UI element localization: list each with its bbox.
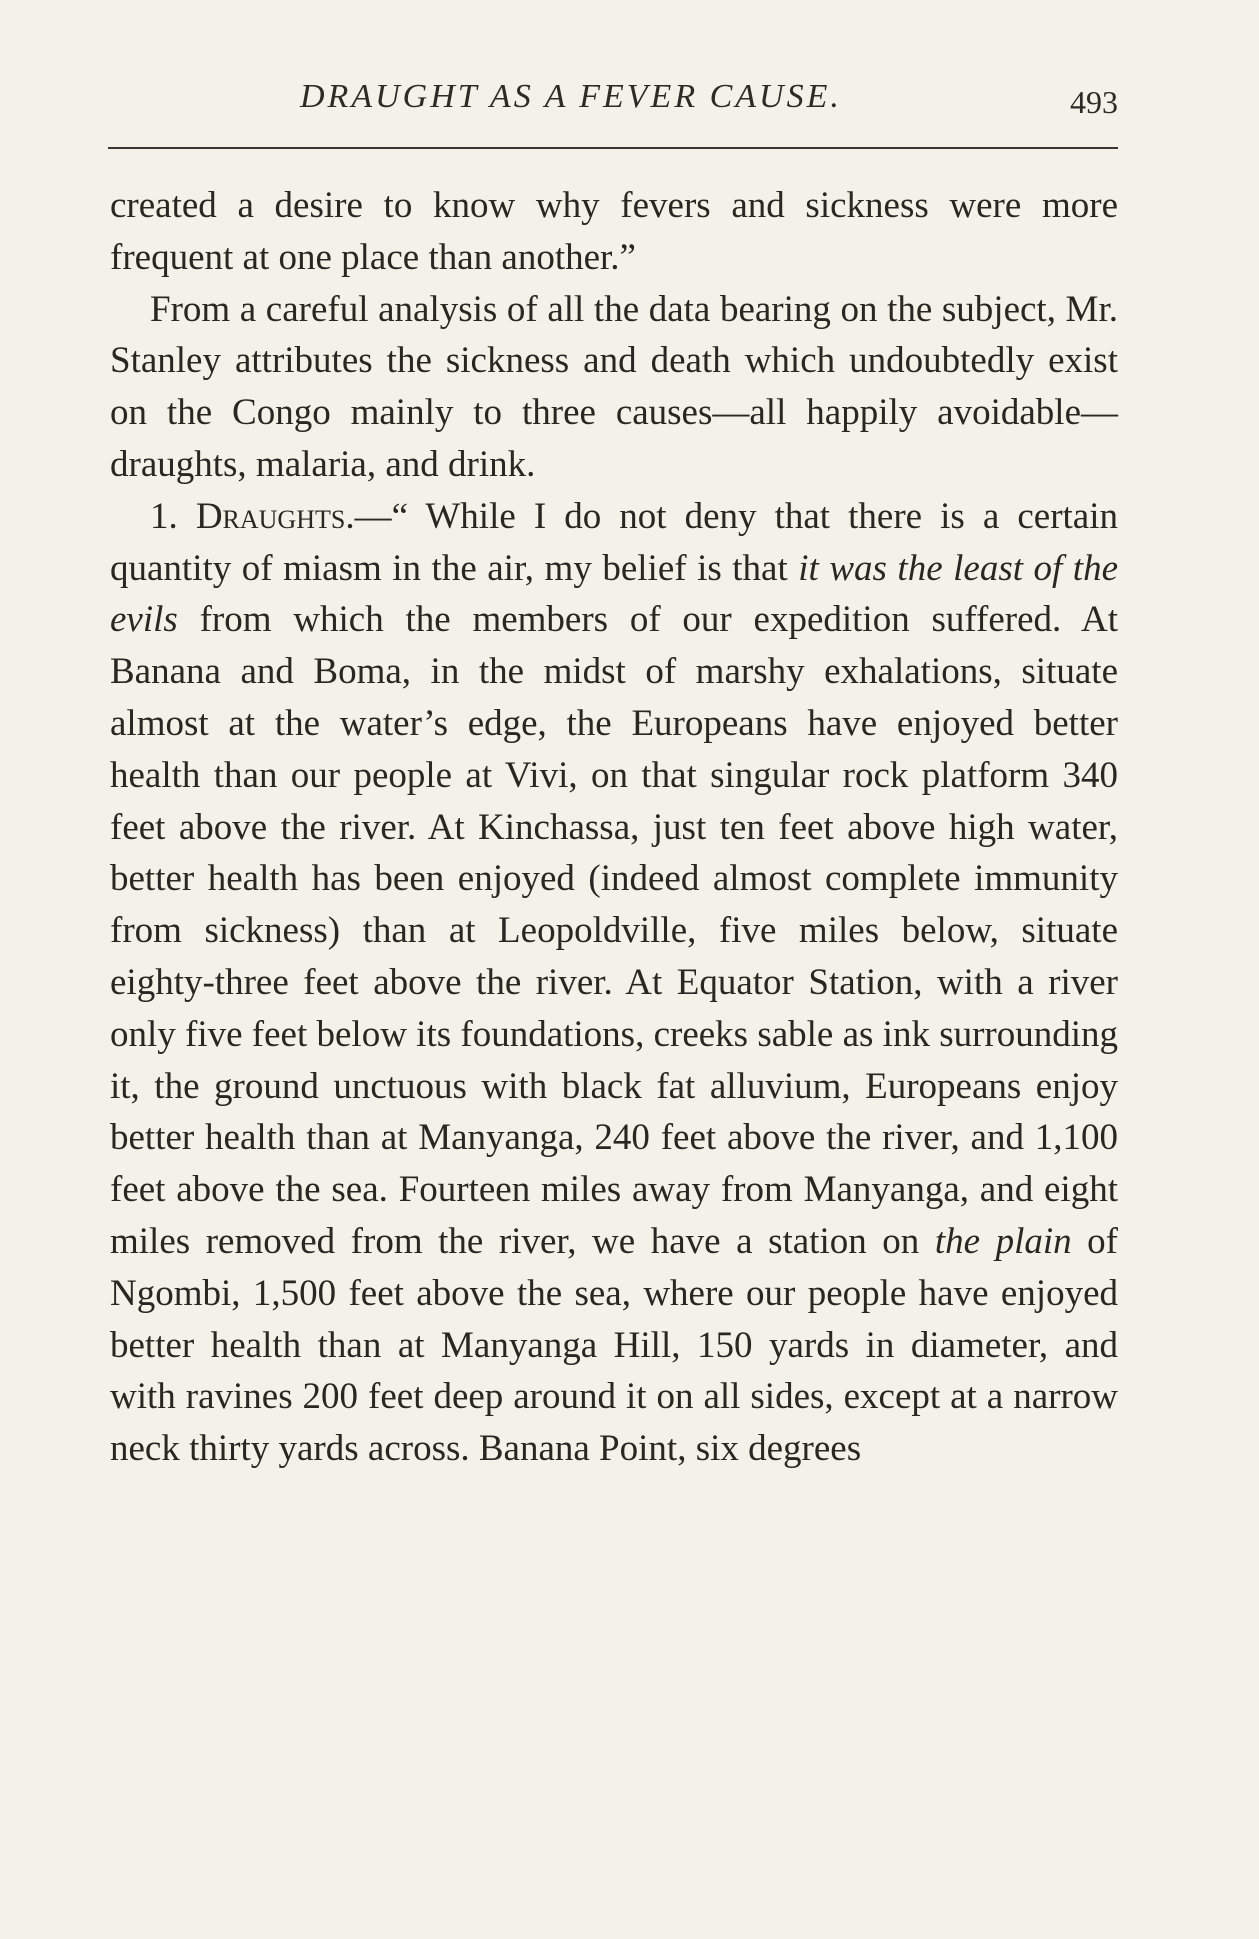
- section-heading: Draughts.: [195, 495, 355, 537]
- section-number: 1.: [150, 495, 178, 537]
- running-head: [0, 78, 1259, 122]
- paragraph-3-text-b: from which the members of our expedition suffered. At Banana and Boma, in the midst of marshy exhalations, situate almost at the water’s edge, the Europeans have enjoyed better health than our people at Vivi, on that singular rock platform 340 feet above the river. At Kinchassa, just ten feet above high water, better health has been enjoyed (indeed almost complete immunity from sickness) than at Leopoldville, five miles below, situate eighty-three feet above the river. At Equator Station, with a river only five feet below its foundations, creeks sable as ink surrounding it, the ground unctuous with black fat alluvium, Europeans enjoy better health than at Manyanga, 240 feet above the river, and 1,100 feet above the sea. Fourteen miles away from Manyanga, and eight miles removed from the river, we have a station on: [110, 599, 1119, 1262]
- paragraph-3-text-a: —“ While I do not deny that there is a certain quantity of miasm in the air, my belief is that: [110, 495, 1119, 589]
- body-text: [110, 180, 1118, 1475]
- italic-phrase-2: the plain: [934, 1220, 1072, 1262]
- page-number: 493: [1070, 84, 1118, 120]
- header-rule: [108, 147, 1118, 149]
- paragraph-1: [110, 180, 1118, 284]
- paragraph-3: [110, 491, 1118, 1475]
- paragraph-2-text: From a careful analysis of all the data bearing on the subject, Mr. Stanley attributes the sickness and death which undoubtedly exist on the Congo mainly to three causes—all happily avoidable—draughts, malaria, and drink.: [110, 288, 1118, 485]
- paragraph-3-text-c: of Ngombi, 1,500 feet above the sea, where our people have enjoyed better health than at Manyanga Hill, 150 yards in diameter, and with ravines 200 feet deep around it on all sides, except at a narrow neck thirty yards across. Banana Point, six degrees: [110, 1220, 1119, 1470]
- paragraph-2: [110, 284, 1118, 491]
- running-title: DRAUGHT AS A FEVER CAUSE.: [300, 78, 842, 115]
- italic-phrase-1: it was the least of the evils: [110, 547, 1119, 641]
- paragraph-1-text: created a desire to know why fevers and sickness were more frequent at one place than another.”: [110, 185, 1118, 278]
